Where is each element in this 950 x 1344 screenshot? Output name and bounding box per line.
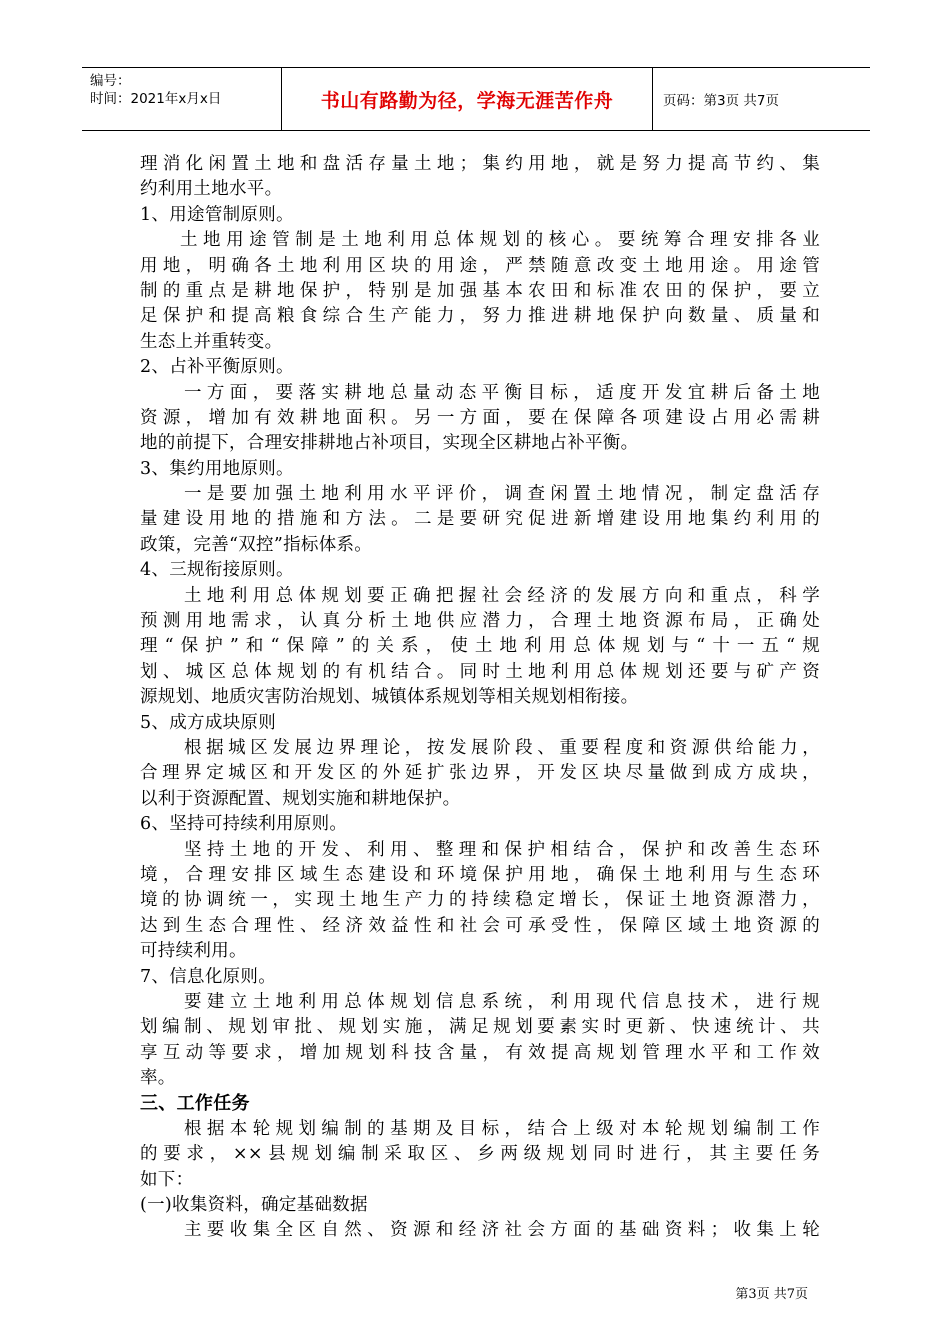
paragraph-line: 如下：: [140, 1169, 194, 1190]
paragraph-line: 一方面，要落实耕地总量动态平衡目标，适度开发宜耕后备土地: [184, 382, 820, 403]
page-footer-number: 第3页 共7页: [735, 1287, 808, 1302]
paragraph-line: 政策，完善“双控”指标体系。: [140, 534, 373, 555]
paragraph-line: 5、成方成块原则: [140, 712, 277, 733]
paragraph-line: 理“保护”和“保障”的关系，使土地利用总体规划与“十一五“规: [140, 636, 820, 657]
paragraph-line: 境，合理安排区域生态建设和环境保护用地，确保土地利用与生态环: [140, 864, 820, 885]
paragraph-line: 达到生态合理性、经济效益性和社会可承受性，保障区域土地资源的: [140, 915, 820, 936]
paragraph-line: 的要求，××县规划编制采取区、乡两级规划同时进行，其主要任务: [140, 1144, 820, 1165]
header-page-number: 页码：第3页 共7页: [663, 93, 779, 109]
paragraph-line: 要建立土地利用总体规划信息系统，利用现代信息技术，进行规: [184, 991, 820, 1012]
paragraph-line: 率。: [140, 1068, 176, 1089]
page-header: [82, 67, 870, 131]
paragraph-line: 足保护和提高粮食综合生产能力，努力推进耕地保护向数量、质量和: [140, 306, 820, 327]
paragraph-line: 资源，增加有效耕地面积。另一方面，要在保障各项建设占用必需耕: [140, 407, 820, 428]
paragraph-line: 根据本轮规划编制的基期及目标，结合上级对本轮规划编制工作: [184, 1118, 820, 1139]
paragraph-line: 用地，明确各土地利用区块的用途，严禁随意改变土地用途。用途管: [140, 255, 820, 276]
paragraph-line: 享互动等要求，增加规划科技含量，有效提高规划管理水平和工作效: [140, 1042, 820, 1063]
document-code-label: 编号：: [90, 73, 131, 89]
paragraph-line: 制的重点是耕地保护，特别是加强基本农田和标准农田的保护，要立: [140, 280, 820, 301]
paragraph-line: 6、坚持可持续利用原则。: [140, 814, 348, 835]
paragraph-line: 7、信息化原则。: [140, 966, 277, 987]
paragraph-line: 1、用途管制原则。: [140, 204, 294, 225]
paragraph-line: 3、集约用地原则。: [140, 458, 294, 479]
paragraph-line: 地的前提下，合理安排耕地占补项目，实现全区耕地占补平衡。: [140, 433, 639, 454]
paragraph-line: 量建设用地的措施和方法。二是要研究促进新增建设用地集约利用的: [140, 509, 820, 530]
paragraph-line: 可持续利用。: [140, 941, 247, 962]
paragraph-line: 土地用途管制是土地利用总体规划的核心。要统筹合理安排各业: [180, 230, 820, 251]
paragraph-line: 土地利用总体规划要正确把握社会经济的发展方向和重点，科学: [184, 585, 820, 606]
header-motto: 书山有路勤为径，学海无涯苦作舟: [282, 68, 653, 130]
paragraph-line: 主要收集全区自然、资源和经济社会方面的基础资料；收集上轮: [184, 1220, 820, 1241]
paragraph-line: 境的协调统一，实现土地生产力的持续稳定增长，保证土地资源潜力，: [140, 890, 820, 911]
paragraph-line: 划编制、规划审批、规划实施，满足规划要素实时更新、快速统计、共: [140, 1017, 820, 1038]
header-meta: [82, 68, 282, 130]
paragraph-line: (一)收集资料，确定基础数据: [140, 1195, 368, 1216]
document-body: [140, 152, 820, 1244]
document-date-label: 时间：2021年x月x日: [90, 91, 222, 107]
paragraph-line: 以利于资源配置、规划实施和耕地保护。: [140, 788, 461, 809]
paragraph-line: 约利用土地水平。: [140, 179, 283, 200]
paragraph-line: 2、占补平衡原则。: [140, 357, 294, 378]
paragraph-line: 生态上并重转变。: [140, 331, 283, 352]
paragraph-line: 坚持土地的开发、利用、整理和保护相结合，保护和改善生态环: [184, 839, 820, 860]
paragraph-line: 预测用地需求，认真分析土地供应潜力，合理土地资源布局，正确处: [140, 611, 820, 632]
paragraph-line: 划、城区总体规划的有机结合。同时土地利用总体规划还要与矿产资: [140, 661, 820, 682]
section-heading: 三、工作任务: [140, 1093, 250, 1115]
paragraph-line: 4、三规衔接原则。: [140, 560, 294, 581]
paragraph-line: 合理界定城区和开发区的外延扩张边界，开发区块尽量做到成方成块，: [140, 763, 820, 784]
paragraph-line: 一是要加强土地利用水平评价，调查闲置土地情况，制定盘活存: [184, 484, 820, 505]
paragraph-line: 理消化闲置土地和盘活存量土地；集约用地，就是努力提高节约、集: [140, 154, 820, 174]
paragraph-line: 源规划、地质灾害防治规划、城镇体系规划等相关规划相衔接。: [140, 687, 639, 708]
paragraph-line: 根据城区发展边界理论，按发展阶段、重要程度和资源供给能力，: [184, 737, 820, 758]
